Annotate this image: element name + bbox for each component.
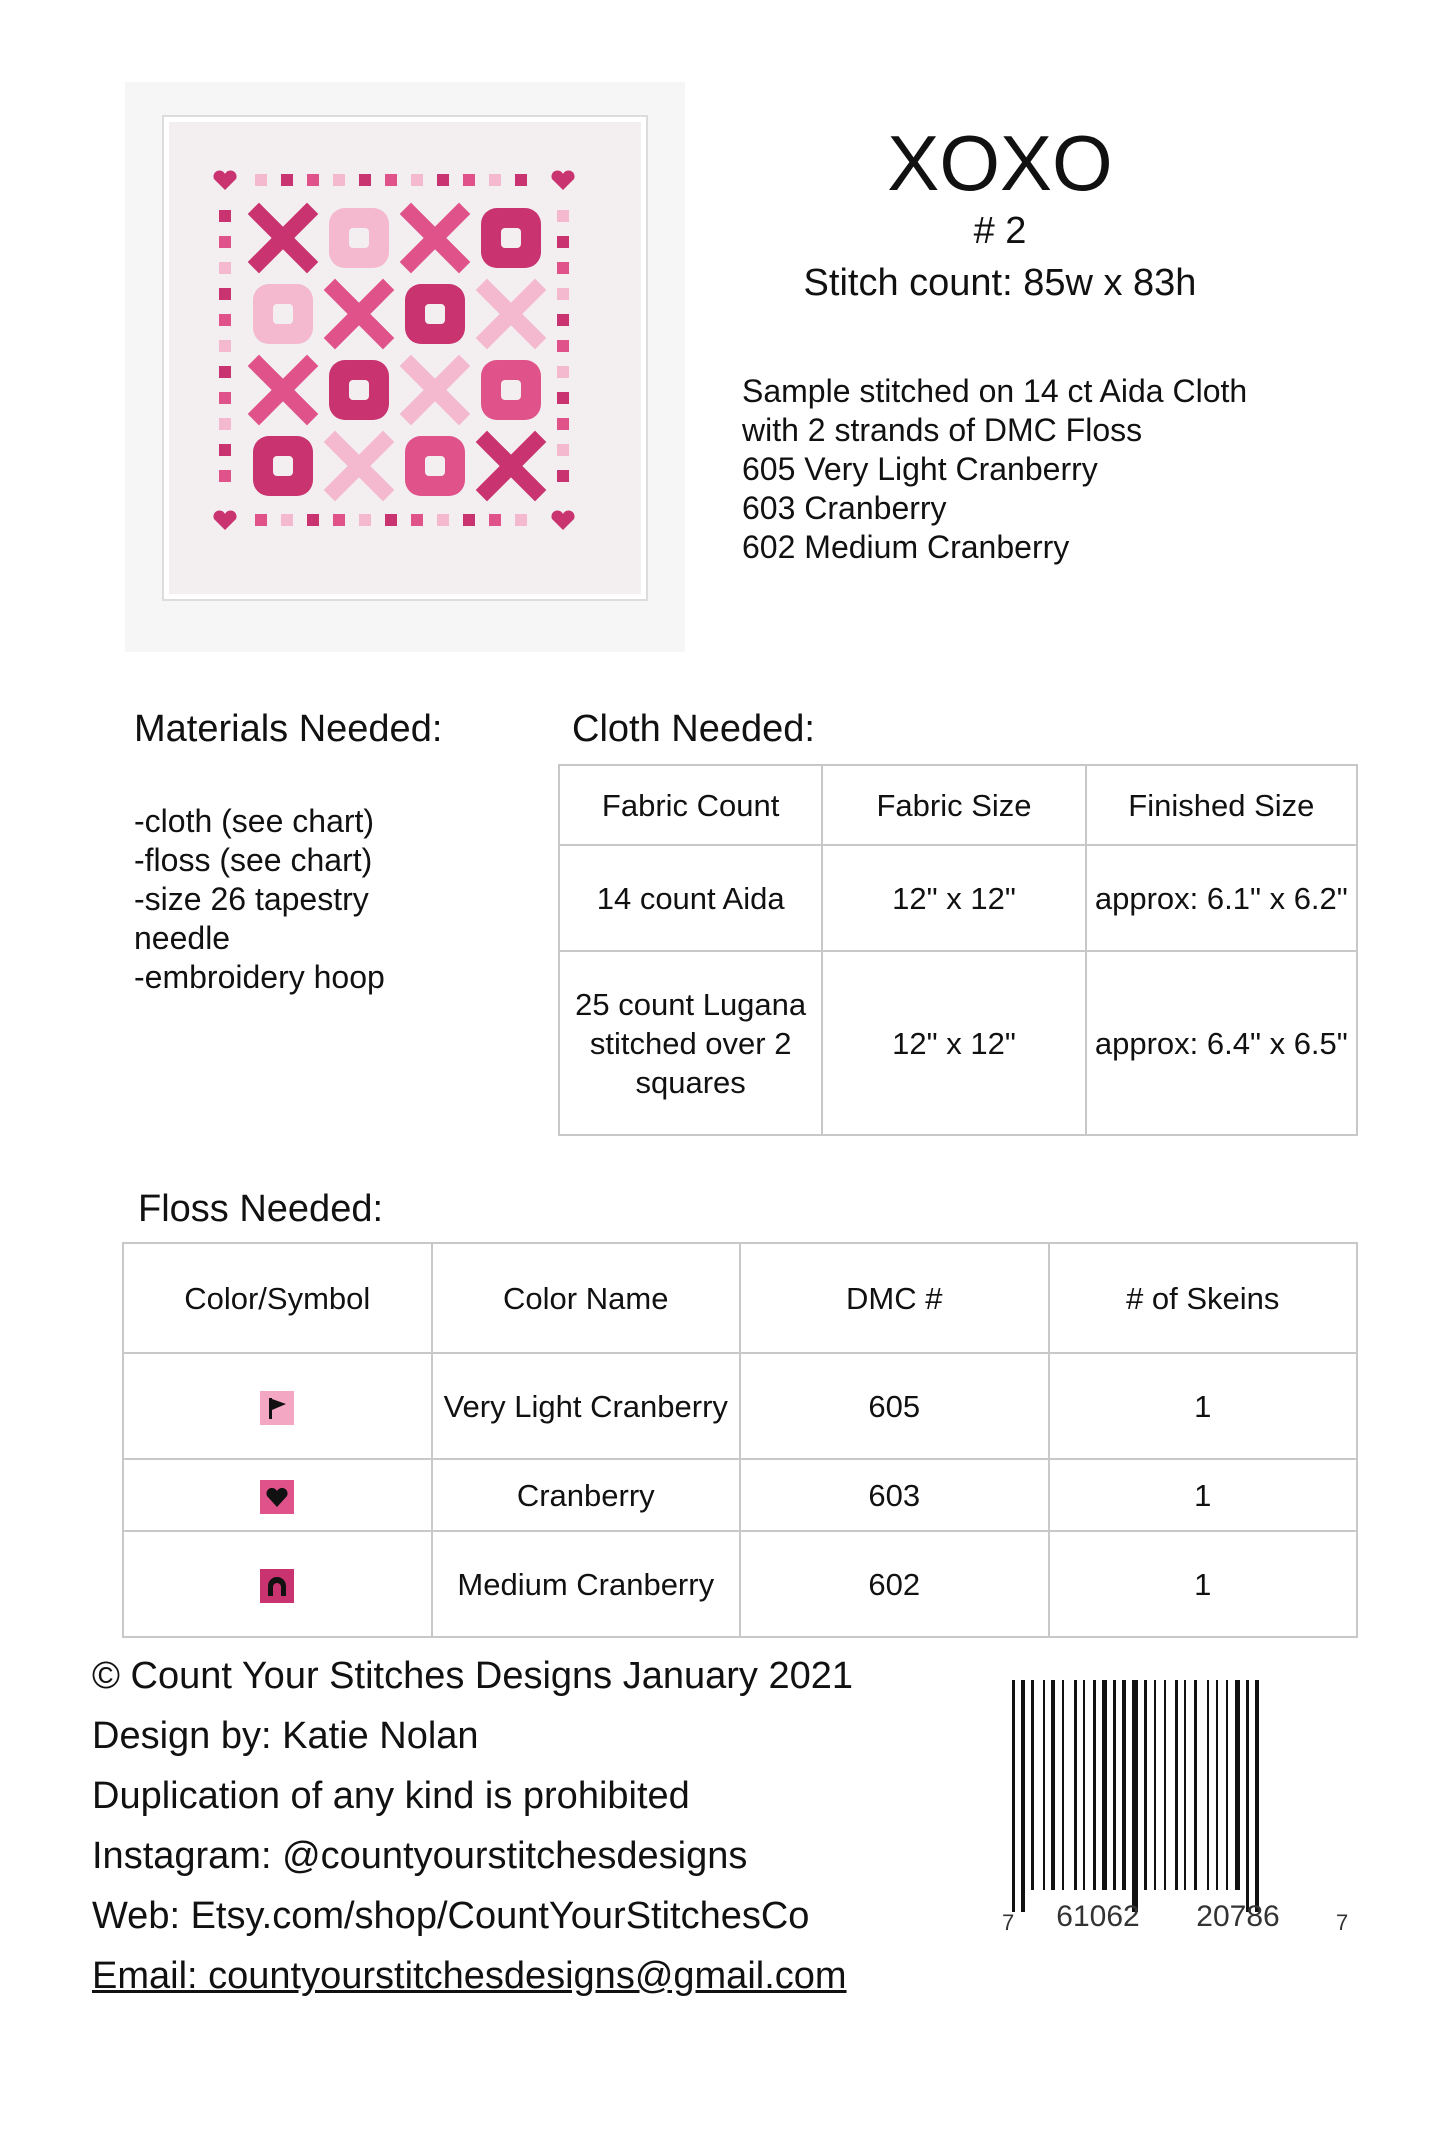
border-square — [557, 288, 569, 300]
border-square — [385, 174, 397, 186]
web-line[interactable]: Web: Etsy.com/shop/CountYourStitchesCo — [92, 1895, 810, 1937]
materials-item: -embroidery hoop — [134, 959, 385, 995]
stitch-count: Stitch count: 85w x 83h — [803, 262, 1197, 304]
border-square — [333, 514, 345, 526]
table-row — [559, 845, 1357, 951]
column-header: Color/Symbol — [123, 1243, 432, 1353]
xoxo-pattern-image — [125, 82, 685, 652]
border-square — [333, 174, 345, 186]
border-square — [557, 210, 569, 222]
sample-line: 602 Medium Cranberry — [742, 529, 1070, 565]
pattern-title: XOXO — [887, 119, 1113, 207]
barcode-bar — [1216, 1680, 1218, 1890]
barcode-bar — [1255, 1680, 1259, 1912]
border-square — [219, 392, 231, 404]
border-square — [219, 340, 231, 352]
border-square — [385, 514, 397, 526]
border-square — [515, 514, 527, 526]
flag-symbol-icon — [260, 1391, 294, 1425]
border-square — [557, 262, 569, 274]
table-row — [123, 1353, 1357, 1459]
materials-item: -size 26 tapestry needle — [134, 881, 369, 956]
border-square — [255, 174, 267, 186]
floss-header-row — [123, 1243, 1357, 1353]
column-header: Color Name — [432, 1243, 741, 1353]
barcode-bar — [1175, 1680, 1178, 1890]
border-square — [359, 174, 371, 186]
fabric-count-cell: 25 count Lugana stitched over 2 squares — [559, 951, 822, 1135]
sample-line: Sample stitched on 14 ct Aida Cloth — [742, 373, 1248, 409]
footer-info — [92, 1646, 992, 2006]
border-square — [219, 262, 231, 274]
barcode-graphic — [990, 1680, 1360, 1940]
barcode-digit: 7 — [1336, 1910, 1349, 1935]
finished-size-cell: approx: 6.4" x 6.5" — [1086, 951, 1357, 1135]
border-square — [489, 514, 501, 526]
column-header: DMC # — [740, 1243, 1049, 1353]
border-square — [411, 174, 423, 186]
copyright-line: © Count Your Stitches Designs January 2021 — [92, 1655, 854, 1697]
barcode-bar — [1246, 1680, 1249, 1912]
instagram-line[interactable]: Instagram: @countyourstitchesdesigns — [92, 1835, 748, 1877]
border-square — [219, 314, 231, 326]
barcode-bar — [1012, 1680, 1015, 1912]
border-square — [515, 174, 527, 186]
barcode-bar — [1144, 1680, 1147, 1890]
border-square — [557, 444, 569, 456]
border-square — [307, 174, 319, 186]
skeins-cell: 1 — [1049, 1531, 1358, 1637]
border-square — [359, 514, 371, 526]
fabric-count-cell: 14 count Aida — [559, 845, 822, 951]
floss-heading: Floss Needed: — [138, 1188, 384, 1230]
sample-line: 605 Very Light Cranberry — [742, 451, 1098, 487]
barcode-bar — [1184, 1680, 1186, 1890]
border-square — [219, 288, 231, 300]
designer-line: Design by: Katie Nolan — [92, 1715, 479, 1757]
materials-item: -cloth (see chart) — [134, 803, 375, 839]
email-line[interactable]: Email: countyourstitchesdesigns@gmail.com — [92, 1955, 847, 1997]
barcode-bar — [1122, 1680, 1126, 1890]
arch-symbol-icon — [260, 1569, 294, 1603]
barcode-digits: 61062 — [1056, 1900, 1140, 1933]
border-square — [411, 514, 423, 526]
border-square — [557, 340, 569, 352]
border-square — [219, 210, 231, 222]
finished-size-cell: approx: 6.1" x 6.2" — [1086, 845, 1357, 951]
symbol-cell — [123, 1531, 432, 1637]
color-name-cell: Medium Cranberry — [432, 1531, 741, 1637]
stitched-sample-photo — [125, 82, 685, 652]
sample-line: with 2 strands of DMC Floss — [742, 412, 1143, 448]
fabric-size-cell: 12" x 12" — [822, 951, 1085, 1135]
cloth-heading: Cloth Needed: — [572, 708, 815, 750]
border-square — [307, 514, 319, 526]
barcode-bar — [1043, 1680, 1045, 1890]
color-name-cell: Very Light Cranberry — [432, 1353, 741, 1459]
border-square — [557, 366, 569, 378]
border-square — [219, 366, 231, 378]
barcode-bar — [1051, 1680, 1055, 1890]
symbol-cell — [123, 1353, 432, 1459]
materials-heading: Materials Needed: — [134, 708, 443, 750]
barcode-bar — [1226, 1680, 1228, 1890]
barcode-bar — [1083, 1680, 1085, 1890]
barcode-bar — [1194, 1680, 1197, 1890]
barcode — [990, 1680, 1360, 1940]
color-name-cell: Cranberry — [432, 1459, 741, 1531]
barcode-bar — [1207, 1680, 1209, 1890]
materials-list — [134, 802, 444, 997]
dmc-cell: 605 — [740, 1353, 1049, 1459]
border-square — [281, 514, 293, 526]
barcode-digits: 20786 — [1196, 1900, 1280, 1933]
skeins-cell: 1 — [1049, 1459, 1358, 1531]
barcode-bar — [1113, 1680, 1116, 1890]
pattern-number: # 2 — [973, 210, 1027, 252]
dmc-cell: 602 — [740, 1531, 1049, 1637]
border-square — [557, 418, 569, 430]
barcode-digit: 7 — [1002, 1910, 1015, 1935]
barcode-bar — [1164, 1680, 1166, 1890]
barcode-bar — [1132, 1680, 1138, 1912]
border-square — [255, 514, 267, 526]
border-square — [463, 174, 475, 186]
border-square — [281, 174, 293, 186]
border-square — [489, 174, 501, 186]
border-square — [219, 470, 231, 482]
dmc-cell: 603 — [740, 1459, 1049, 1531]
column-header: Finished Size — [1086, 765, 1357, 845]
heart-symbol-icon — [260, 1480, 294, 1514]
sample-line: 603 Cranberry — [742, 490, 947, 526]
barcode-bar — [1074, 1680, 1077, 1890]
border-square — [219, 444, 231, 456]
border-square — [463, 514, 475, 526]
border-square — [219, 236, 231, 248]
barcode-bar — [1235, 1680, 1240, 1890]
border-square — [557, 236, 569, 248]
cloth-table — [558, 764, 1358, 1136]
sample-description — [742, 372, 1382, 567]
barcode-bar — [1093, 1680, 1096, 1890]
floss-table — [122, 1242, 1358, 1638]
duplication-notice: Duplication of any kind is prohibited — [92, 1775, 690, 1817]
symbol-cell — [123, 1459, 432, 1531]
column-header: # of Skeins — [1049, 1243, 1358, 1353]
border-square — [557, 470, 569, 482]
column-header: Fabric Size — [822, 765, 1085, 845]
skeins-cell: 1 — [1049, 1353, 1358, 1459]
border-square — [557, 392, 569, 404]
border-square — [557, 314, 569, 326]
table-row — [559, 951, 1357, 1135]
fabric-size-cell: 12" x 12" — [822, 845, 1085, 951]
barcode-bar — [1021, 1680, 1025, 1912]
cloth-header-row — [559, 765, 1357, 845]
border-square — [219, 418, 231, 430]
barcode-bars — [1012, 1680, 1259, 1912]
table-row — [123, 1531, 1357, 1637]
barcode-bar — [1154, 1680, 1156, 1890]
barcode-bar — [1102, 1680, 1107, 1890]
border-square — [437, 514, 449, 526]
barcode-bar — [1062, 1680, 1064, 1890]
border-square — [437, 174, 449, 186]
barcode-bar — [1031, 1680, 1034, 1890]
table-row — [123, 1459, 1357, 1531]
column-header: Fabric Count — [559, 765, 822, 845]
materials-item: -floss (see chart) — [134, 842, 373, 878]
